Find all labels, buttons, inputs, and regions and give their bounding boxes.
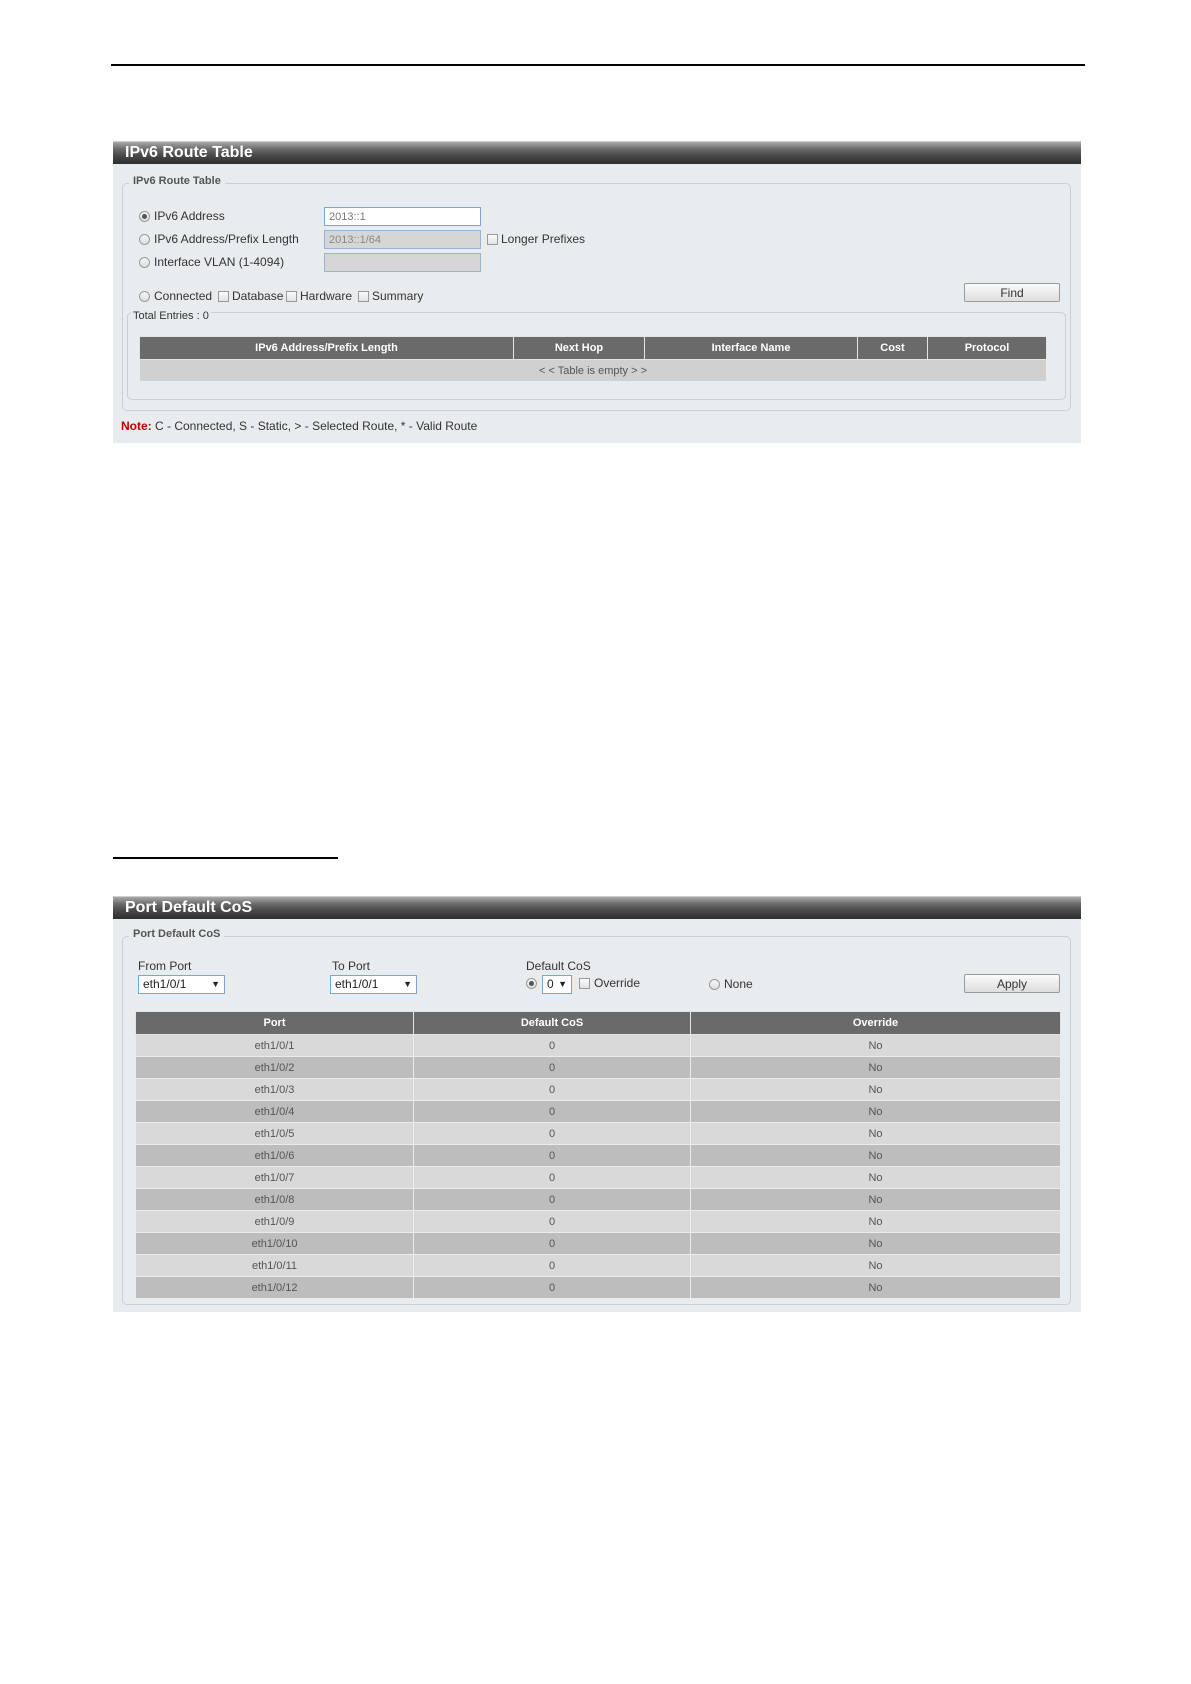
override-cell: No: [691, 1167, 1061, 1189]
prefix-length-label: IPv6 Address/Prefix Length: [154, 232, 299, 246]
interface-vlan-radio[interactable]: [139, 257, 150, 268]
port-cell: eth1/0/5: [136, 1123, 414, 1145]
from-port-value: eth1/0/1: [143, 977, 187, 991]
column-header: Cost: [858, 337, 928, 360]
interface-vlan-label: Interface VLAN (1-4094): [154, 255, 285, 269]
table-row: [136, 1255, 1061, 1277]
table-row: [136, 1123, 1061, 1145]
dropdown-arrow-icon: ▼: [211, 979, 220, 989]
default-cos-cell: 0: [414, 1211, 691, 1233]
override-cell: No: [691, 1101, 1061, 1123]
interface-vlan-input[interactable]: [324, 253, 481, 272]
default-cos-cell: 0: [414, 1101, 691, 1123]
fieldset-legend: Port Default CoS: [129, 928, 224, 940]
override-cell: No: [691, 1233, 1061, 1255]
override-cell: No: [691, 1277, 1061, 1299]
database-label: Database: [232, 289, 284, 303]
hardware-checkbox[interactable]: [286, 291, 297, 302]
port-cell: eth1/0/11: [136, 1255, 414, 1277]
column-header: Interface Name: [645, 337, 858, 360]
override-cell: No: [691, 1035, 1061, 1057]
table-row: [136, 1101, 1061, 1123]
table-row: [136, 1189, 1061, 1211]
default-cos-cell: 0: [414, 1145, 691, 1167]
from-port-select[interactable]: [138, 975, 225, 994]
table-row: [136, 1277, 1061, 1299]
table-row: [136, 1233, 1061, 1255]
override-cell: No: [691, 1255, 1061, 1277]
override-cell: No: [691, 1057, 1061, 1079]
panel-title: IPv6 Route Table: [113, 141, 1081, 164]
override-cell: No: [691, 1189, 1061, 1211]
page-top-rule: [111, 64, 1085, 66]
table-row: [136, 1035, 1061, 1057]
to-port-value: eth1/0/1: [335, 977, 379, 991]
ipv6-address-radio[interactable]: [139, 211, 150, 222]
from-port-label: From Port: [138, 959, 192, 973]
port-cell: eth1/0/8: [136, 1189, 414, 1211]
port-cell: eth1/0/1: [136, 1035, 414, 1057]
default-cos-radio[interactable]: [526, 978, 537, 989]
default-cos-select[interactable]: [542, 975, 572, 994]
total-entries-label: Total Entries : 0: [133, 310, 209, 322]
table-empty-row: [140, 360, 1047, 382]
ipv6-route-table-panel: [113, 141, 1081, 443]
table-row: [136, 1079, 1061, 1101]
dropdown-arrow-icon: ▼: [403, 979, 412, 989]
connected-label: Connected: [154, 289, 213, 303]
total-entries-fieldset: [127, 312, 1066, 400]
default-cos-cell: 0: [414, 1277, 691, 1299]
default-cos-cell: 0: [414, 1255, 691, 1277]
find-button[interactable]: Find: [964, 283, 1060, 302]
table-row: [136, 1145, 1061, 1167]
default-cos-cell: 0: [414, 1035, 691, 1057]
column-header: Protocol: [928, 337, 1047, 360]
apply-button[interactable]: Apply: [964, 974, 1060, 993]
column-header: Default CoS: [414, 1012, 691, 1035]
table-row: [136, 1167, 1061, 1189]
port-cell: eth1/0/3: [136, 1079, 414, 1101]
port-cell: eth1/0/7: [136, 1167, 414, 1189]
summary-checkbox[interactable]: [358, 291, 369, 302]
to-port-select[interactable]: [330, 975, 417, 994]
section-heading-underline: [113, 857, 338, 859]
default-cos-cell: 0: [414, 1233, 691, 1255]
route-note: [121, 419, 477, 433]
port-default-cos-fieldset: [122, 928, 1071, 1305]
override-cell: No: [691, 1145, 1061, 1167]
port-cell: eth1/0/12: [136, 1277, 414, 1299]
override-cell: No: [691, 1079, 1061, 1101]
longer-prefixes-label: Longer Prefixes: [501, 232, 586, 246]
port-cell: eth1/0/4: [136, 1101, 414, 1123]
column-header: Next Hop: [514, 337, 645, 360]
dropdown-arrow-icon: ▼: [558, 979, 567, 989]
default-cos-cell: 0: [414, 1167, 691, 1189]
default-cos-cell: 0: [414, 1189, 691, 1211]
default-cos-cell: 0: [414, 1079, 691, 1101]
column-header: IPv6 Address/Prefix Length: [140, 337, 514, 360]
connected-radio[interactable]: [139, 291, 150, 302]
summary-label: Summary: [372, 289, 424, 303]
database-checkbox[interactable]: [218, 291, 229, 302]
port-cell: eth1/0/6: [136, 1145, 414, 1167]
none-label: None: [724, 977, 753, 991]
note-key: Note:: [121, 419, 152, 433]
port-cell: eth1/0/2: [136, 1057, 414, 1079]
longer-prefixes-checkbox[interactable]: [487, 234, 498, 245]
port-cell: eth1/0/9: [136, 1211, 414, 1233]
fieldset-legend: IPv6 Route Table: [129, 175, 225, 187]
column-header: Port: [136, 1012, 414, 1035]
hardware-label: Hardware: [300, 289, 353, 303]
route-table-header: [140, 337, 1047, 360]
override-cell: No: [691, 1211, 1061, 1233]
port-default-cos-panel: [113, 896, 1081, 1312]
to-port-label: To Port: [332, 959, 371, 973]
default-cos-cell: 0: [414, 1057, 691, 1079]
override-label: Override: [594, 976, 641, 990]
route-table: [139, 336, 1047, 382]
prefix-length-input[interactable]: [324, 230, 481, 249]
default-cos-cell: 0: [414, 1123, 691, 1145]
table-row: [136, 1211, 1061, 1233]
ipv6-route-table-fieldset: [122, 175, 1071, 411]
note-text: C - Connected, S - Static, > - Selected Route, * - Valid Route: [151, 419, 478, 433]
default-cos-value: 0: [547, 977, 554, 991]
port-cos-table: [135, 1011, 1061, 1299]
none-radio[interactable]: [709, 979, 720, 990]
override-checkbox[interactable]: [579, 978, 590, 989]
port-cos-table-header: [136, 1012, 1061, 1035]
default-cos-label: Default CoS: [526, 959, 591, 973]
table-empty-message: < < Table is empty > >: [140, 360, 1047, 382]
ipv6-address-input[interactable]: [324, 207, 481, 226]
table-row: [136, 1057, 1061, 1079]
override-cell: No: [691, 1123, 1061, 1145]
column-header: Override: [691, 1012, 1061, 1035]
ipv6-address-label: IPv6 Address: [154, 209, 225, 223]
panel-title: Port Default CoS: [113, 896, 1081, 919]
prefix-length-radio[interactable]: [139, 234, 150, 245]
port-cell: eth1/0/10: [136, 1233, 414, 1255]
